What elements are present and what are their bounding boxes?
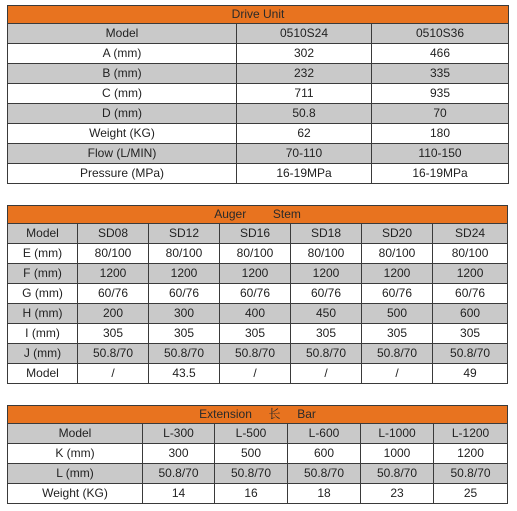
auger-stem-table xyxy=(7,205,508,384)
table-cell: 50.8/70 xyxy=(149,344,220,364)
table-cell: 302 xyxy=(237,44,372,64)
table-cell: 600 xyxy=(433,304,508,324)
table-row xyxy=(8,264,508,284)
table-cell: 466 xyxy=(372,44,509,64)
table-cell: / xyxy=(78,364,149,384)
table-cell: 50.8/70 xyxy=(362,344,433,364)
table-cell: 200 xyxy=(78,304,149,324)
table-cell: 18 xyxy=(288,484,361,504)
row-label: D (mm) xyxy=(8,104,237,124)
table-cell: 305 xyxy=(362,324,433,344)
table-cell: 70-110 xyxy=(237,144,372,164)
table-cell: 335 xyxy=(372,64,509,84)
table-row xyxy=(8,64,509,84)
table-cell: 50.8/70 xyxy=(434,464,508,484)
row-label: G (mm) xyxy=(8,284,78,304)
table-cell: 70 xyxy=(372,104,509,124)
table-cell: 80/100 xyxy=(220,244,291,264)
auger-stem-title: Auger Stem xyxy=(8,206,508,224)
table-cell: 16-19MPa xyxy=(372,164,509,184)
table-cell: 25 xyxy=(434,484,508,504)
extension-bar-table xyxy=(7,405,508,504)
table-row xyxy=(8,44,509,64)
header-cell: L-1200 xyxy=(434,424,508,444)
table-cell: 1200 xyxy=(362,264,433,284)
header-cell: L-600 xyxy=(288,424,361,444)
table-cell: 305 xyxy=(220,324,291,344)
table-cell: 50.8/70 xyxy=(361,464,434,484)
table-row xyxy=(8,464,508,484)
header-cell: L-500 xyxy=(215,424,288,444)
row-label: L (mm) xyxy=(8,464,143,484)
table-cell: 1200 xyxy=(291,264,362,284)
table-cell: 1200 xyxy=(149,264,220,284)
table-row xyxy=(8,104,509,124)
table-cell: 43.5 xyxy=(149,364,220,384)
table-cell: 80/100 xyxy=(291,244,362,264)
table-header-row xyxy=(8,424,508,444)
header-cell: L-1000 xyxy=(361,424,434,444)
header-cell: SD12 xyxy=(149,224,220,244)
header-cell: SD16 xyxy=(220,224,291,244)
header-cell: SD18 xyxy=(291,224,362,244)
table-cell: 16-19MPa xyxy=(237,164,372,184)
header-cell: Model xyxy=(8,424,143,444)
table-cell: 50.8/70 xyxy=(220,344,291,364)
table-row xyxy=(8,144,509,164)
table-cell: 23 xyxy=(361,484,434,504)
table-header-row xyxy=(8,24,509,44)
table-cell: 300 xyxy=(149,304,220,324)
table-cell: 50.8/70 xyxy=(291,344,362,364)
table-row xyxy=(8,484,508,504)
row-label: E (mm) xyxy=(8,244,78,264)
row-label: Pressure (MPa) xyxy=(8,164,237,184)
table-row xyxy=(8,164,509,184)
table-cell: 60/76 xyxy=(362,284,433,304)
table-cell: 935 xyxy=(372,84,509,104)
header-cell: Model xyxy=(8,224,78,244)
table-cell: 80/100 xyxy=(433,244,508,264)
row-label: Flow (L/MIN) xyxy=(8,144,237,164)
table-cell: 450 xyxy=(291,304,362,324)
table-cell: 60/76 xyxy=(291,284,362,304)
table-cell: 1200 xyxy=(433,264,508,284)
table-cell: 600 xyxy=(288,444,361,464)
table-row xyxy=(8,324,508,344)
table-cell: / xyxy=(291,364,362,384)
row-label: J (mm) xyxy=(8,344,78,364)
table-cell: 500 xyxy=(215,444,288,464)
table-cell: 50.8/70 xyxy=(215,464,288,484)
table-cell: 232 xyxy=(237,64,372,84)
table-cell: 60/76 xyxy=(220,284,291,304)
extension-bar-title: Extension 长 Bar xyxy=(8,406,508,424)
table-cell: 14 xyxy=(143,484,215,504)
table-cell: 50.8/70 xyxy=(288,464,361,484)
table-cell: 400 xyxy=(220,304,291,324)
header-cell: Model xyxy=(8,24,237,44)
row-label: F (mm) xyxy=(8,264,78,284)
table-row xyxy=(8,124,509,144)
table-cell: 1200 xyxy=(434,444,508,464)
table-header-row xyxy=(8,224,508,244)
table-cell: 50.8/70 xyxy=(143,464,215,484)
row-label: C (mm) xyxy=(8,84,237,104)
table-cell: 180 xyxy=(372,124,509,144)
table-cell: 50.8/70 xyxy=(78,344,149,364)
row-label: B (mm) xyxy=(8,64,237,84)
row-label: A (mm) xyxy=(8,44,237,64)
table-cell: 60/76 xyxy=(433,284,508,304)
row-label: I (mm) xyxy=(8,324,78,344)
table-row xyxy=(8,244,508,264)
table-cell: 305 xyxy=(291,324,362,344)
table-row xyxy=(8,364,508,384)
table-cell: / xyxy=(362,364,433,384)
header-cell: 0510S36 xyxy=(372,24,509,44)
header-cell: SD24 xyxy=(433,224,508,244)
table-cell: 50.8/70 xyxy=(433,344,508,364)
table-cell: 305 xyxy=(78,324,149,344)
table-cell: 49 xyxy=(433,364,508,384)
table-cell: 1200 xyxy=(220,264,291,284)
table-cell: 16 xyxy=(215,484,288,504)
table-cell: 110-150 xyxy=(372,144,509,164)
table-cell: 80/100 xyxy=(362,244,433,264)
header-cell: L-300 xyxy=(143,424,215,444)
table-cell: 305 xyxy=(433,324,508,344)
table-cell: 60/76 xyxy=(149,284,220,304)
table-cell: 80/100 xyxy=(149,244,220,264)
drive-unit-table xyxy=(7,5,509,184)
drive-unit-title: Drive Unit xyxy=(8,6,509,24)
row-label: K (mm) xyxy=(8,444,143,464)
table-cell: 305 xyxy=(149,324,220,344)
table-cell: 62 xyxy=(237,124,372,144)
table-cell: 60/76 xyxy=(78,284,149,304)
table-cell: / xyxy=(220,364,291,384)
table-cell: 80/100 xyxy=(78,244,149,264)
table-row xyxy=(8,284,508,304)
header-cell: 0510S24 xyxy=(237,24,372,44)
table-row xyxy=(8,84,509,104)
header-cell: SD20 xyxy=(362,224,433,244)
table-cell: 711 xyxy=(237,84,372,104)
row-label: Model xyxy=(8,364,78,384)
table-row xyxy=(8,444,508,464)
header-cell: SD08 xyxy=(78,224,149,244)
row-label: Weight (KG) xyxy=(8,484,143,504)
row-label: Weight (KG) xyxy=(8,124,237,144)
table-cell: 1200 xyxy=(78,264,149,284)
table-cell: 50.8 xyxy=(237,104,372,124)
table-cell: 1000 xyxy=(361,444,434,464)
table-row xyxy=(8,344,508,364)
row-label: H (mm) xyxy=(8,304,78,324)
table-cell: 500 xyxy=(362,304,433,324)
table-row xyxy=(8,304,508,324)
table-cell: 300 xyxy=(143,444,215,464)
